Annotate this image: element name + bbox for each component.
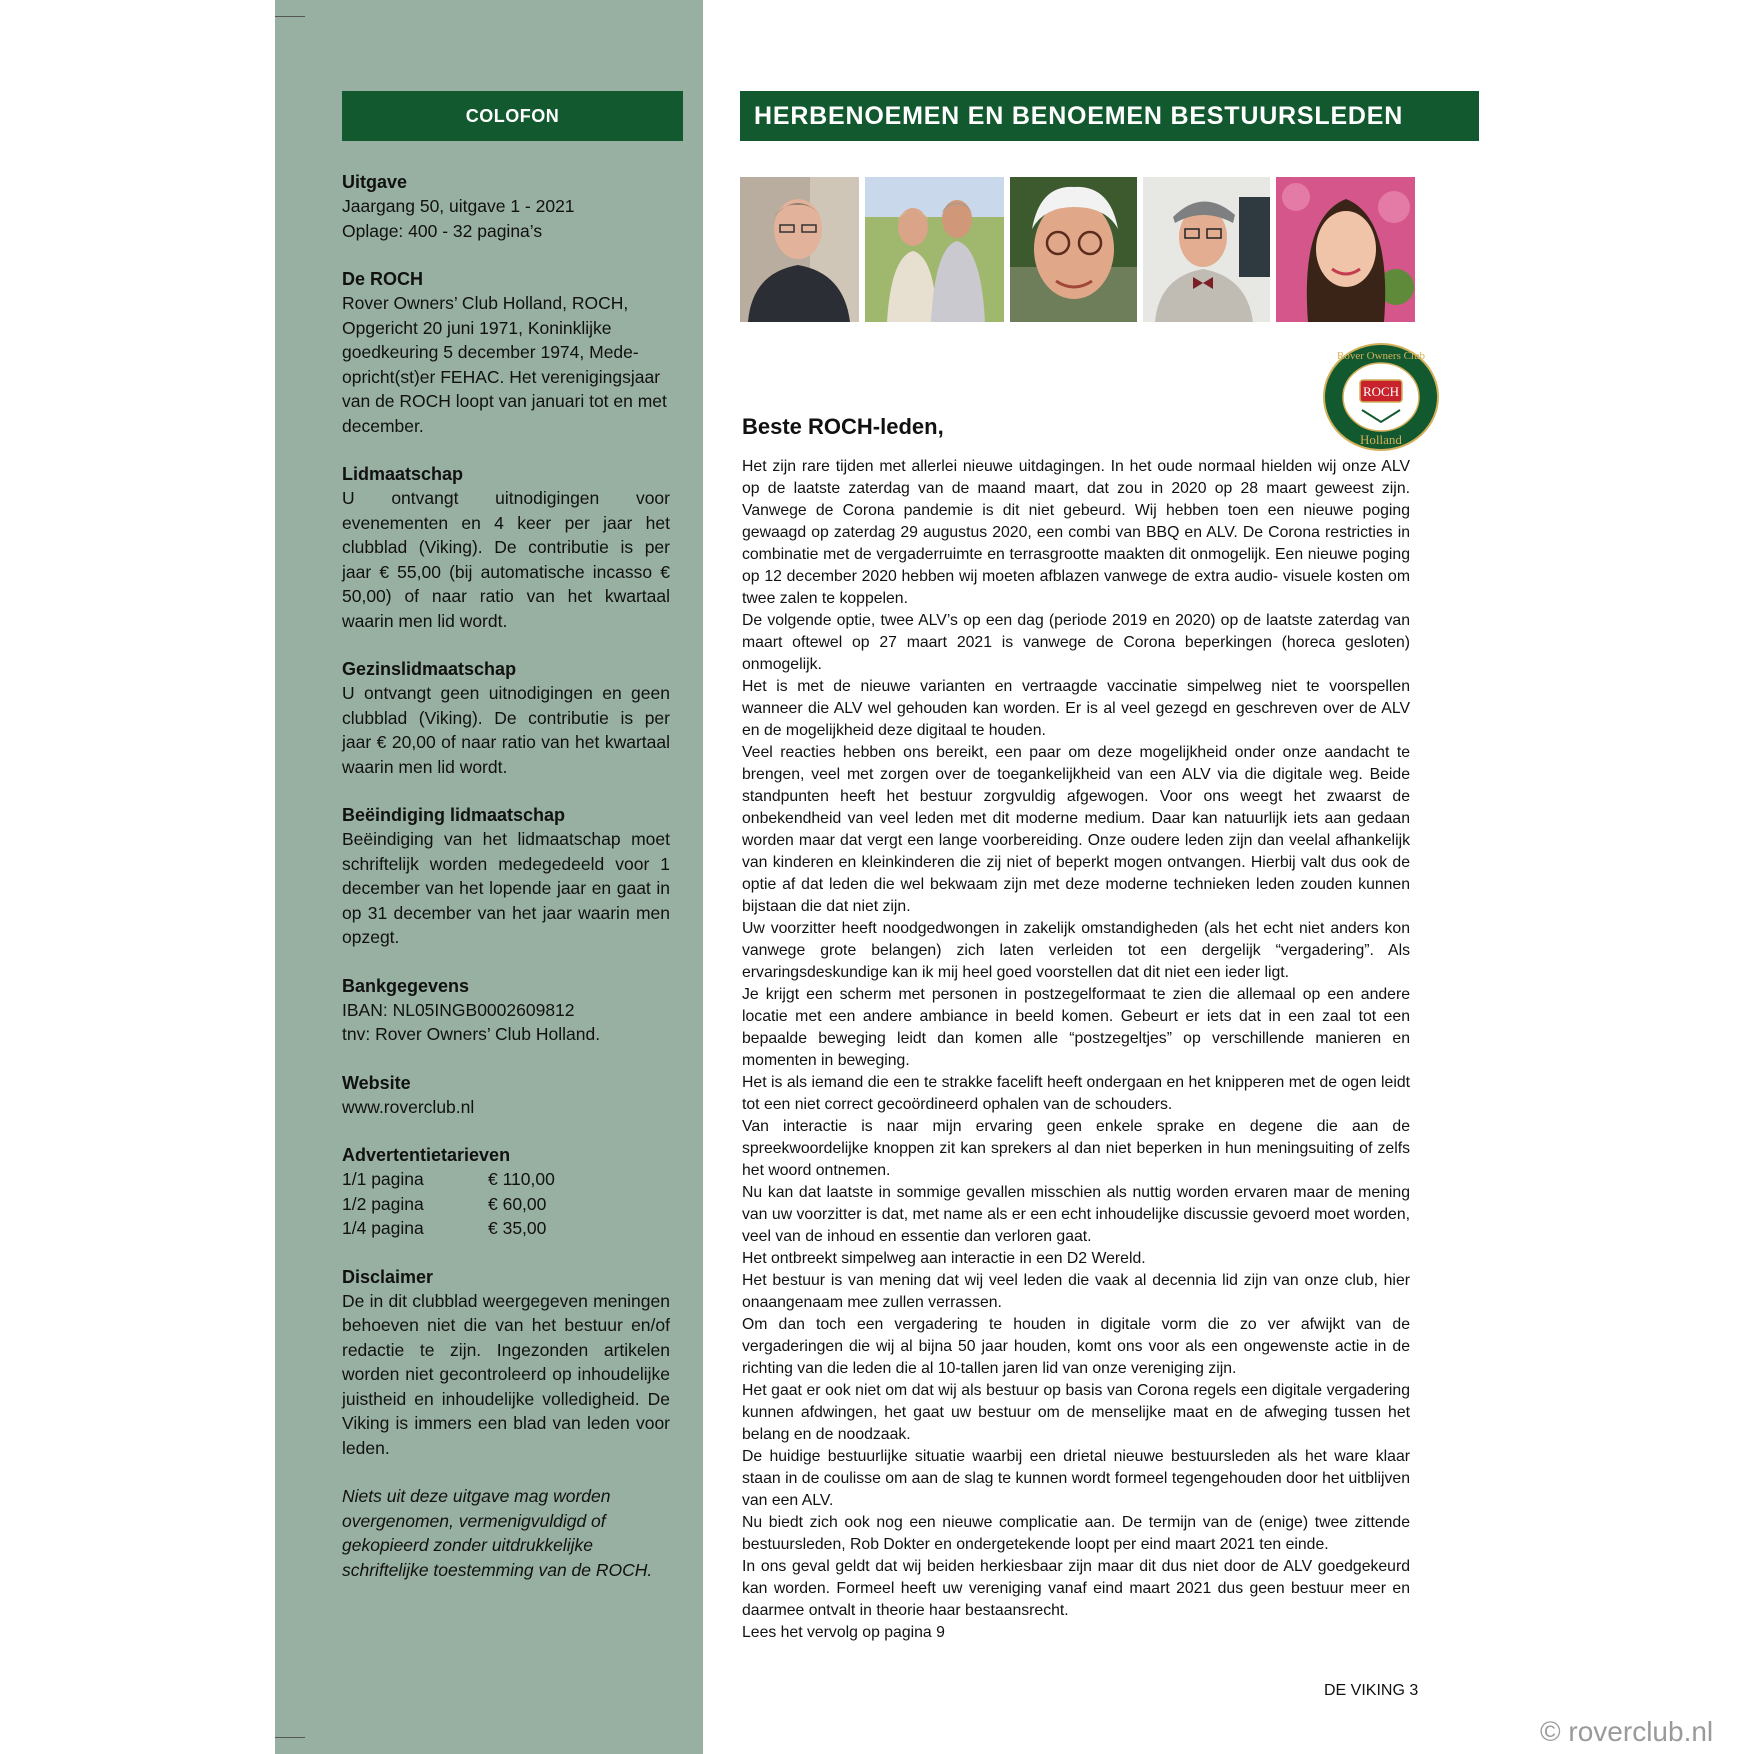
section-title: Bankgegevens	[342, 975, 470, 996]
logo-center-text: ROCH	[1362, 384, 1400, 399]
section-title: Beëindiging lidmaatschap	[342, 805, 566, 825]
paragraph: Je krijgt een scherm met personen in postzegelformaat te zien die allemaal op een andere locatie met een andere ambiance in beeld komen. Gebeurt er iets dat in een zaal tot een bepaalde beweging leidt dan komen alle “postzegeltjes” op verschillende manieren en momenten in beweging.	[742, 986, 1410, 1069]
paragraph: Om dan toch een vergadering te houden in digitale vorm die zo ver afwijkt van de vergaderingen die wij al bijna 50 jaar houden, komt ons voor als een ongewenste actie in de richting van die leden die al 10-tallen jaren lid van onze vereniging zijn.	[742, 1316, 1410, 1377]
rate-price: € 35,00	[488, 1218, 547, 1238]
section-text: Beëindiging van het lidmaatschap moet schriftelijk worden medegedeeld voor 1 december van het lopende jaar en gaat in op 31 december van het jaar waarin men opzegt.	[342, 829, 670, 947]
rate-size: 1/4 pagina	[342, 1218, 424, 1238]
website-link[interactable]: www.roverclub.nl	[342, 1096, 475, 1117]
board-photo-5	[1276, 177, 1415, 322]
board-photo-4	[1143, 177, 1270, 322]
table-row	[342, 1167, 555, 1192]
rates-table	[342, 1167, 555, 1241]
rate-size: 1/1 pagina	[342, 1169, 424, 1189]
paragraph: Uw voorzitter heeft noodgedwongen in zakelijk omstandigheden (als het echt niet anders kon vanwege grote belangen) zich laten verleiden tot een dergelijk “vergadering”. Als ervaringsdeskundige kan ik mij heel goed voorstellen dat dit niet een ieder ligt.	[742, 920, 1410, 981]
copyright-note: Niets uit deze uitgave mag worden overgenomen, vermenigvuldigd of gekopieerd zonder uitdrukkelijke schriftelijke toestemming van de ROCH.	[342, 1486, 653, 1580]
paragraph: Van interactie is naar mijn ervaring geen enkele sprake en degene die aan de spreekwoordelijke knoppen zit kan sprekers al dan niet beperken in hun meningsuiting of zelfs het woord ontnemen.	[742, 1118, 1410, 1179]
section-website	[342, 1071, 670, 1120]
section-title: Gezinslidmaatschap	[342, 659, 517, 679]
roch-club-logo	[1322, 342, 1440, 452]
crop-mark-top	[275, 16, 305, 17]
bank-line: IBAN: NL05INGB0002609812	[342, 999, 575, 1020]
section-title: Lidmaatschap	[342, 464, 464, 484]
watermark: © roverclub.nl	[1540, 1716, 1714, 1747]
section-text: De in dit clubblad weergegeven meningen behoeven niet die van het bestuur en/of redactie te zijn. Ingezonden artikelen worden niet gecontroleerd op inhoudelijke juistheid en inhoudelijke volledigheid. De Viking is immers een blad van leden voor leden.	[342, 1290, 670, 1458]
paragraph: Nu kan dat laatste in sommige gevallen misschien als nuttig worden ervaren maar de mening van uw voorzitter is dat, met name als er een echt inhoudelijke discussie gevoerd moet worden, veel van de inhoud en essentie dan verloren gaat.	[742, 1184, 1410, 1245]
table-row	[342, 1192, 555, 1217]
article-body	[742, 456, 1410, 1644]
paragraph: Het is met de nieuwe varianten en vertraagde vaccinatie simpelweg niet te voorspellen wanneer die ALV wel gehouden kan worden. Er is al veel gezegd en geschreven over de ALV en de mogelijkheid deze digitaal te houden.	[742, 678, 1410, 739]
paragraph: De volgende optie, twee ALV’s op een dag (periode 2019 en 2020) op de laatste zaterdag van maart oftewel op 27 maart 2021 is vanwege de Corona beperkingen (horeca gesloten) onmogelijk.	[742, 612, 1410, 673]
board-photo-1	[740, 177, 859, 322]
section-beeindiging	[342, 803, 670, 950]
section-bankgegevens	[342, 974, 670, 1047]
colofon-header: COLOFON	[342, 91, 683, 141]
section-title: Uitgave	[342, 172, 408, 192]
section-text: U ontvangt uitnodigingen voor evenementen en 4 keer per jaar het clubblad (Viking). De contributie is per jaar € 55,00 (bij automatische incasso € 50,00) of naar ratio van het kwartaal waarin men lid wordt.	[342, 488, 670, 631]
rate-size: 1/2 pagina	[342, 1193, 424, 1214]
paragraph: Het is als iemand die een te strakke facelift heeft ondergaan en het knipperen met de ogen leidt tot een niet correct gecoördineerd ophalen van de schouders.	[742, 1074, 1410, 1113]
section-title: Advertentietarieven	[342, 1145, 511, 1165]
uitgave-line: Jaargang 50, uitgave 1 - 2021	[342, 196, 575, 216]
paragraph: De huidige bestuurlijke situatie waarbij een drietal nieuwe bestuursleden als het ware klaar staan in de coulisse om aan de slag te kunnen wordt formeel tegengehouden door het uitblijven van een ALV.	[742, 1448, 1410, 1509]
paragraph: Het zijn rare tijden met allerlei nieuwe uitdagingen. In het oude normaal hielden wij onze ALV op de laatste zaterdag van de maand maart, dat zou in 2020 op 28 maart geweest zijn. Vanwege de Corona pandemie is dit niet gebeurd. Wij hebben toen een nieuwe poging gewaagd op zaterdag 29 augustus 2020, een combi van BBQ en ALV. De Corona restricties in combinatie met de vergaderruimte en terrasgrootte maakten dit onmogelijk. Een nieuwe poging op 12 december 2020 hebben wij moeten afblazen vanwege de extra audio- visuele kosten om twee zalen te koppelen.	[742, 458, 1410, 607]
section-disclaimer	[342, 1265, 670, 1461]
paragraph: Veel reacties hebben ons bereikt, een paar om deze mogelijkheid onder onze aandacht te brengen, veel met zorgen over de toegankelijkheid van een ALV via die digitale weg. Beide standpunten heeft het bestuur zorgvuldig afgewogen. Voor ons weegt het zwaarst de onbekendheid van veel leden met dit moderne medium. Daar kan natuurlijk iets aan gedaan worden maar dat vergt een lange voorbereiding. Onze oudere leden zijn dan veelal afhankelijk van kinderen en kleinkinderen die zij niet of beperkt mogen ontvangen. Hierbij valt dus ook de optie af dat leden die wel bekwaam zijn met deze moderne technieken leden zouden kunnen bijstaan die dat niet zijn.	[742, 744, 1410, 915]
paragraph: Het gaat er ook niet om dat wij als bestuur op basis van Corona regels een digitale vergadering kunnen afdwingen, het gaat uw bestuur om de menselijke maat en de afweging tussen het belang en de noodzaak.	[742, 1382, 1410, 1443]
colofon-content	[342, 170, 670, 1582]
paragraph: In ons geval geldt dat wij beiden herkiesbaar zijn maar dit dus niet door de ALV goedgekeurd kan worden. Formeel heeft uw vereniging vanaf eind maart 2021 dus geen bestuur meer en daarmee ontvalt in theorie haar bestaansrecht.	[742, 1558, 1410, 1619]
uitgave-line: Oplage: 400 - 32 pagina’s	[342, 220, 543, 241]
bank-line: tnv: Rover Owners’ Club Holland.	[342, 1024, 601, 1044]
greeting: Beste ROCH-leden,	[742, 414, 944, 439]
crop-mark-bottom	[275, 1737, 305, 1738]
logo-bottom-text: Holland	[1360, 432, 1402, 447]
section-text: Rover Owners’ Club Holland, ROCH, Opgericht 20 juni 1971, Koninklijke goedkeuring 5 december 1974, Mede-opricht(st)er FEHAC. Het verenigingsjaar van de ROCH loopt van januari tot en met december.	[342, 293, 667, 436]
section-lidmaatschap	[342, 462, 670, 633]
rate-price: € 110,00	[488, 1169, 555, 1189]
board-photo-3	[1010, 177, 1137, 322]
section-text: U ontvangt geen uitnodigingen en geen clubblad (Viking). De contributie is per jaar € 20,00 of naar ratio van het kwartaal waarin men lid wordt.	[342, 683, 670, 777]
article-title: HERBENOEMEN EN BENOEMEN BESTUURSLEDEN	[740, 91, 1479, 141]
logo-top-text: Rover Owners Club	[1337, 350, 1425, 362]
table-row	[342, 1216, 555, 1241]
rate-price: € 60,00	[488, 1193, 547, 1214]
section-title: Website	[342, 1072, 411, 1093]
section-gezinslidmaatschap	[342, 657, 670, 779]
section-roch	[342, 267, 670, 438]
paragraph: Het bestuur is van mening dat wij veel leden die vaak al decennia lid zijn van onze club, hier onaangenaam mee zullen verrassen.	[742, 1272, 1410, 1311]
paragraph: Nu biedt zich ook nog een nieuwe complicatie aan. De termijn van de (enige) twee zittende bestuursleden, Rob Dokter en ondergetekende loopt per eind maart 2021 ten einde.	[742, 1514, 1410, 1553]
section-title: Disclaimer	[342, 1266, 434, 1287]
paragraph: Het ontbreekt simpelweg aan interactie in een D2 Wereld.	[742, 1250, 1146, 1267]
section-advertentietarieven	[342, 1143, 670, 1241]
board-photo-2	[865, 177, 1004, 322]
continuation-note: Lees het vervolg op pagina 9	[742, 1624, 945, 1641]
section-uitgave	[342, 170, 670, 243]
section-title: De ROCH	[342, 269, 424, 289]
page-number: DE VIKING 3	[1324, 1682, 1419, 1699]
